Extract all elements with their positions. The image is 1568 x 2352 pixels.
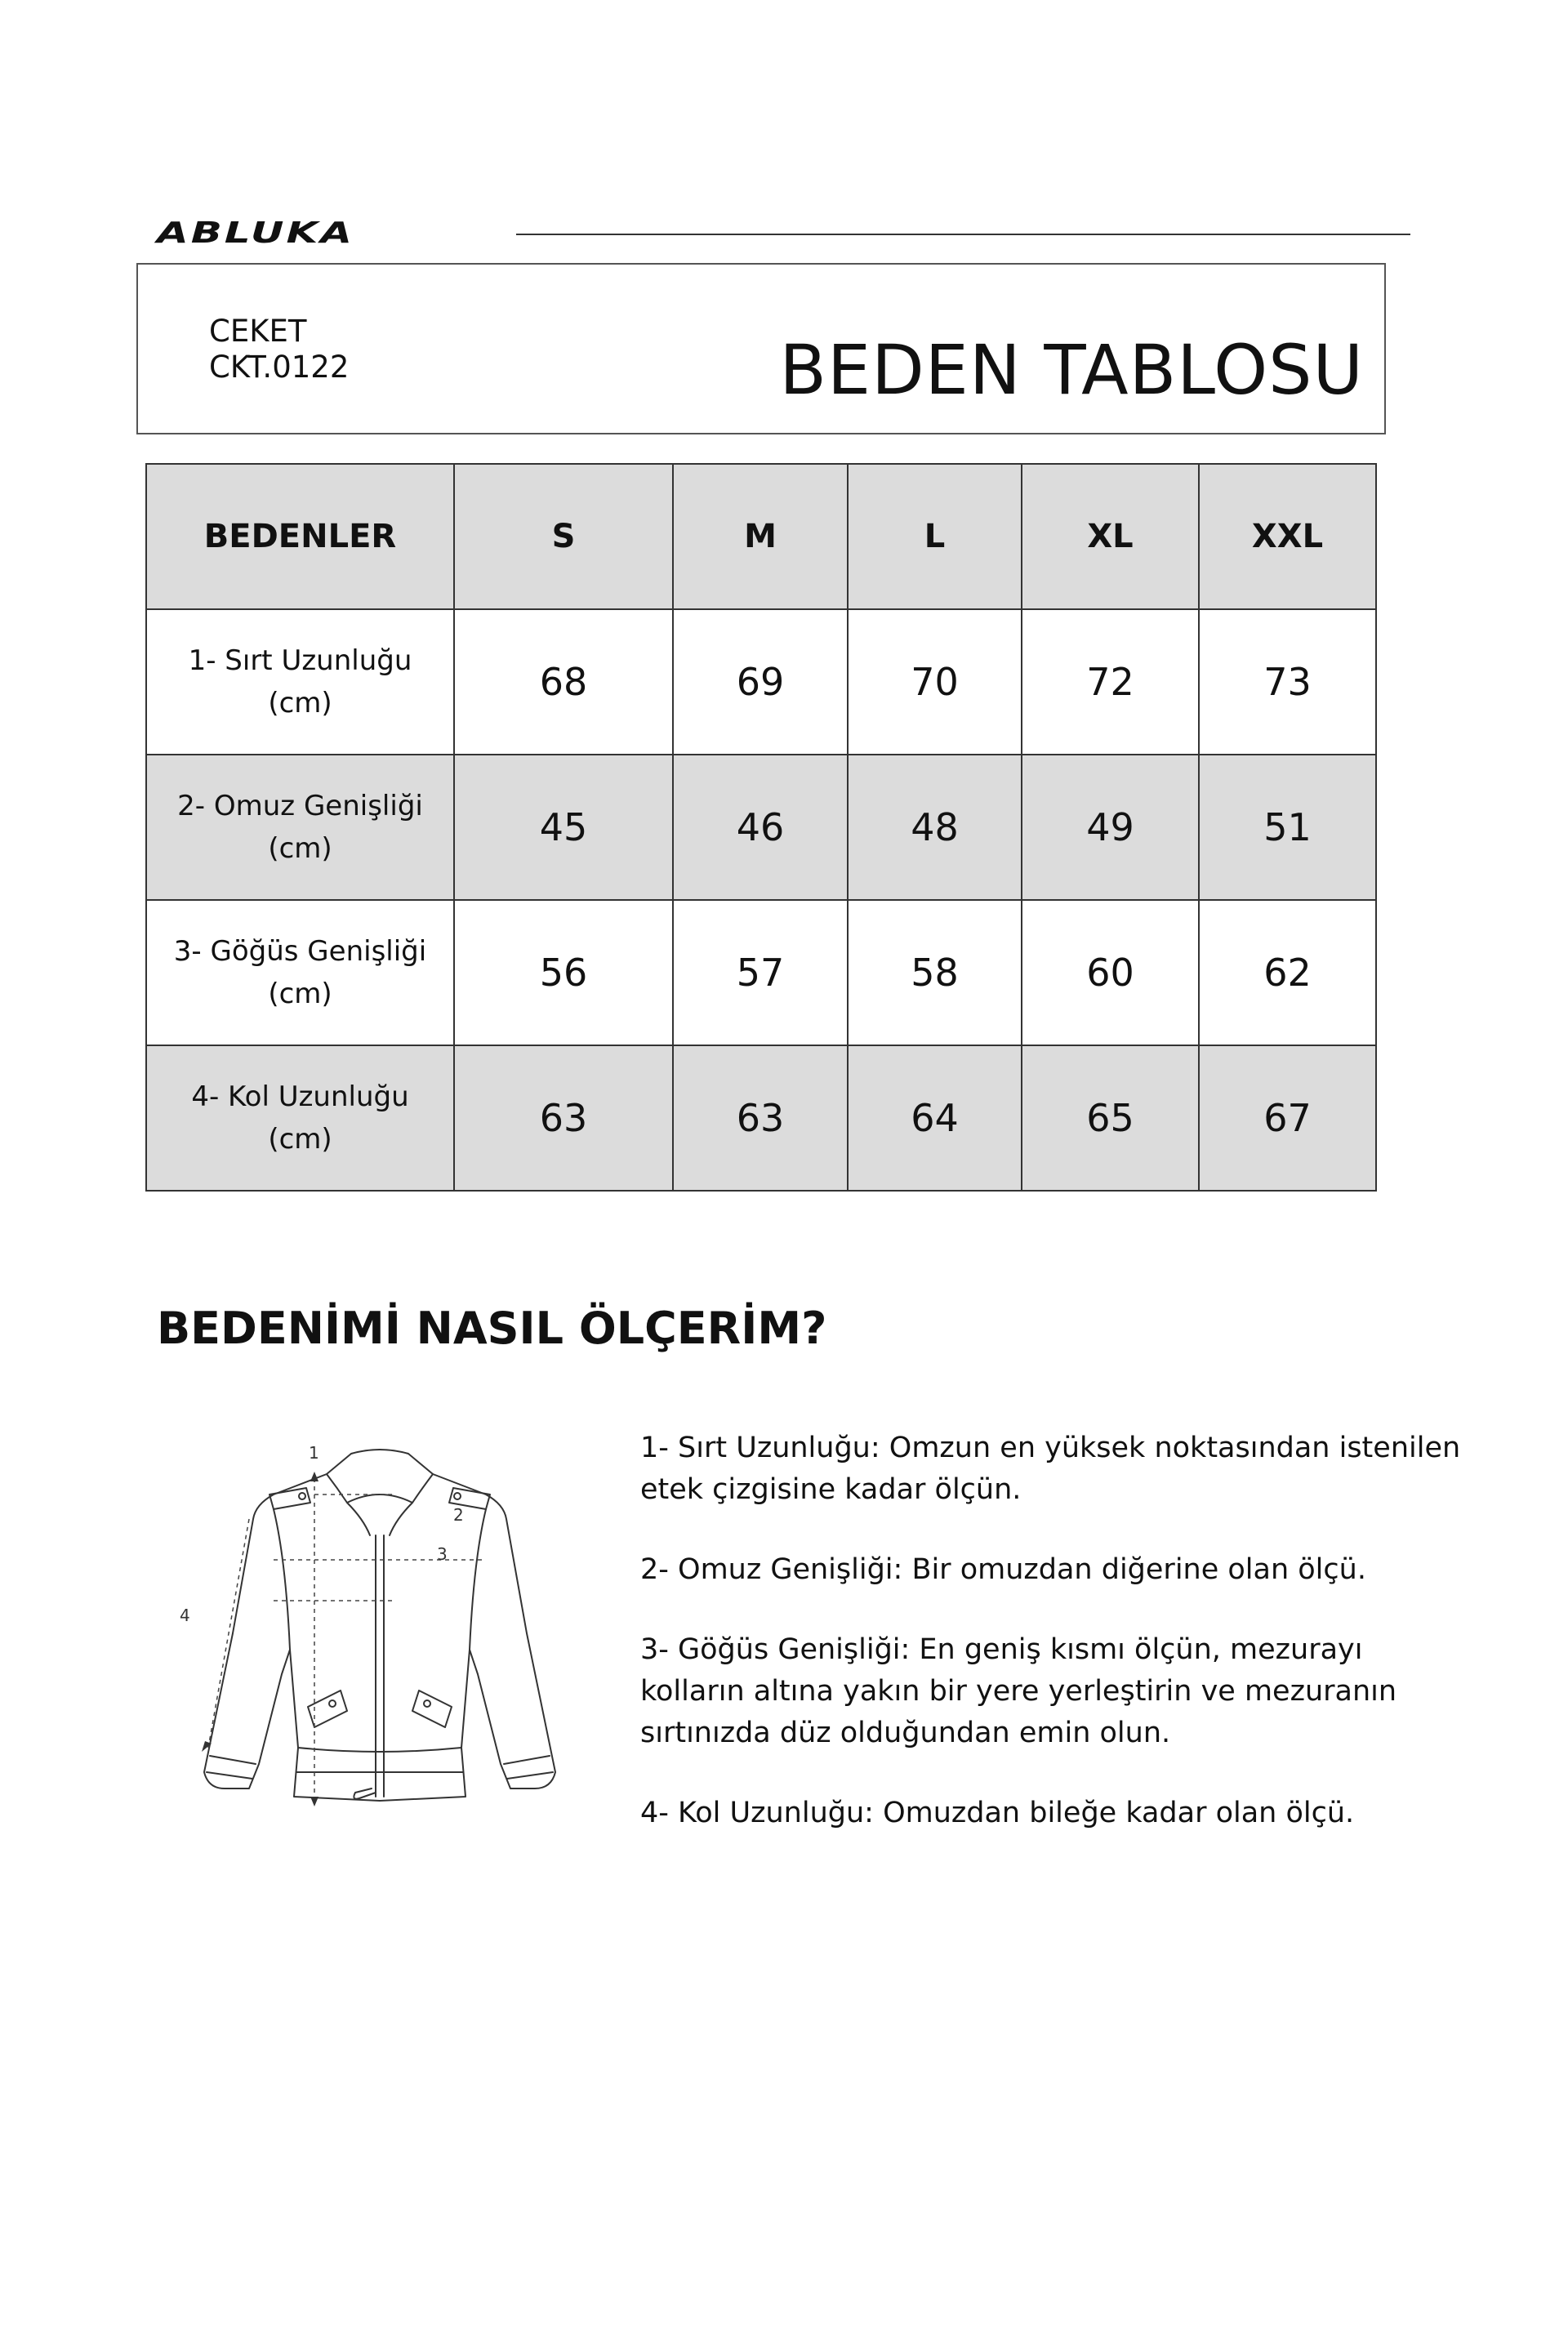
table-cell: 56 <box>454 900 673 1045</box>
row-label-title: 1- Sırt Uzunluğu <box>188 644 412 677</box>
table-cell: 46 <box>673 755 848 900</box>
table-cell: 45 <box>454 755 673 900</box>
instruction-shoulder-width: 2- Omuz Genişliği: Bir omuzdan diğerine olan ölçü. <box>640 1553 1366 1586</box>
diagram-label-2: 2 <box>453 1505 464 1525</box>
column-header-xl: XL <box>1022 464 1199 609</box>
row-label-unit: (cm) <box>268 832 332 865</box>
table-cell: 65 <box>1022 1045 1199 1191</box>
table-cell: 48 <box>848 755 1022 900</box>
instruction-back-length: 1- Sırt Uzunluğu: Omzun en yüksek noktasından istenilen etek çizgisine kadar ölçün. <box>640 1432 1461 1506</box>
row-label-title: 3- Göğüs Genişliği <box>173 935 427 968</box>
row-label <box>146 1045 454 1191</box>
table-row <box>146 609 1376 755</box>
diagram-label-4: 4 <box>180 1606 190 1625</box>
column-header-l: L <box>848 464 1022 609</box>
table-cell: 64 <box>848 1045 1022 1191</box>
header-box <box>136 263 1386 434</box>
page-title: BEDEN TABLOSU <box>779 330 1364 410</box>
table-cell: 51 <box>1199 755 1376 900</box>
measurement-instructions <box>640 1428 1473 1873</box>
column-header-sizes: BEDENLER <box>146 464 454 609</box>
table-cell: 63 <box>454 1045 673 1191</box>
table-cell: 72 <box>1022 609 1199 755</box>
row-label <box>146 900 454 1045</box>
product-code: CKT.0122 <box>209 350 350 385</box>
diagram-label-1: 1 <box>309 1443 319 1463</box>
table-cell: 62 <box>1199 900 1376 1045</box>
row-label <box>146 755 454 900</box>
row-label-title: 2- Omuz Genişliği <box>177 790 423 822</box>
brand-logo-text: ABLUKA <box>157 216 354 250</box>
column-header-xxl: XXL <box>1199 464 1376 609</box>
table-cell: 73 <box>1199 609 1376 755</box>
table-cell: 49 <box>1022 755 1199 900</box>
diagram-label-3: 3 <box>437 1544 448 1564</box>
table-cell: 60 <box>1022 900 1199 1045</box>
row-label <box>146 609 454 755</box>
row-label-title: 4- Kol Uzunluğu <box>191 1080 409 1113</box>
jacket-diagram <box>151 1429 608 1829</box>
table-cell: 57 <box>673 900 848 1045</box>
header-rule <box>516 234 1410 235</box>
row-label-unit: (cm) <box>268 1123 332 1156</box>
column-header-s: S <box>454 464 673 609</box>
instruction-chest-width: 3- Göğüs Genişliği: En geniş kısmı ölçün, mezurayı kolların altına yakın bir yere yerleştirin ve mezuranın sırtınızda düz olduğundan emin olun. <box>640 1633 1397 1749</box>
section-title: BEDENİMİ NASIL ÖLÇERİM? <box>157 1303 827 1354</box>
table-cell: 67 <box>1199 1045 1376 1191</box>
table-cell: 68 <box>454 609 673 755</box>
brand-logo <box>157 214 508 252</box>
table-cell: 58 <box>848 900 1022 1045</box>
table-row <box>146 755 1376 900</box>
table-cell: 63 <box>673 1045 848 1191</box>
row-label-unit: (cm) <box>268 687 332 719</box>
row-label-unit: (cm) <box>268 978 332 1010</box>
table-row <box>146 1045 1376 1191</box>
table-cell: 69 <box>673 609 848 755</box>
size-table <box>145 463 1377 1192</box>
table-row <box>146 900 1376 1045</box>
column-header-m: M <box>673 464 848 609</box>
product-type: CEKET <box>209 314 307 349</box>
instruction-sleeve-length: 4- Kol Uzunluğu: Omuzdan bileğe kadar olan ölçü. <box>640 1797 1355 1829</box>
size-table-header-row <box>146 464 1376 609</box>
table-cell: 70 <box>848 609 1022 755</box>
